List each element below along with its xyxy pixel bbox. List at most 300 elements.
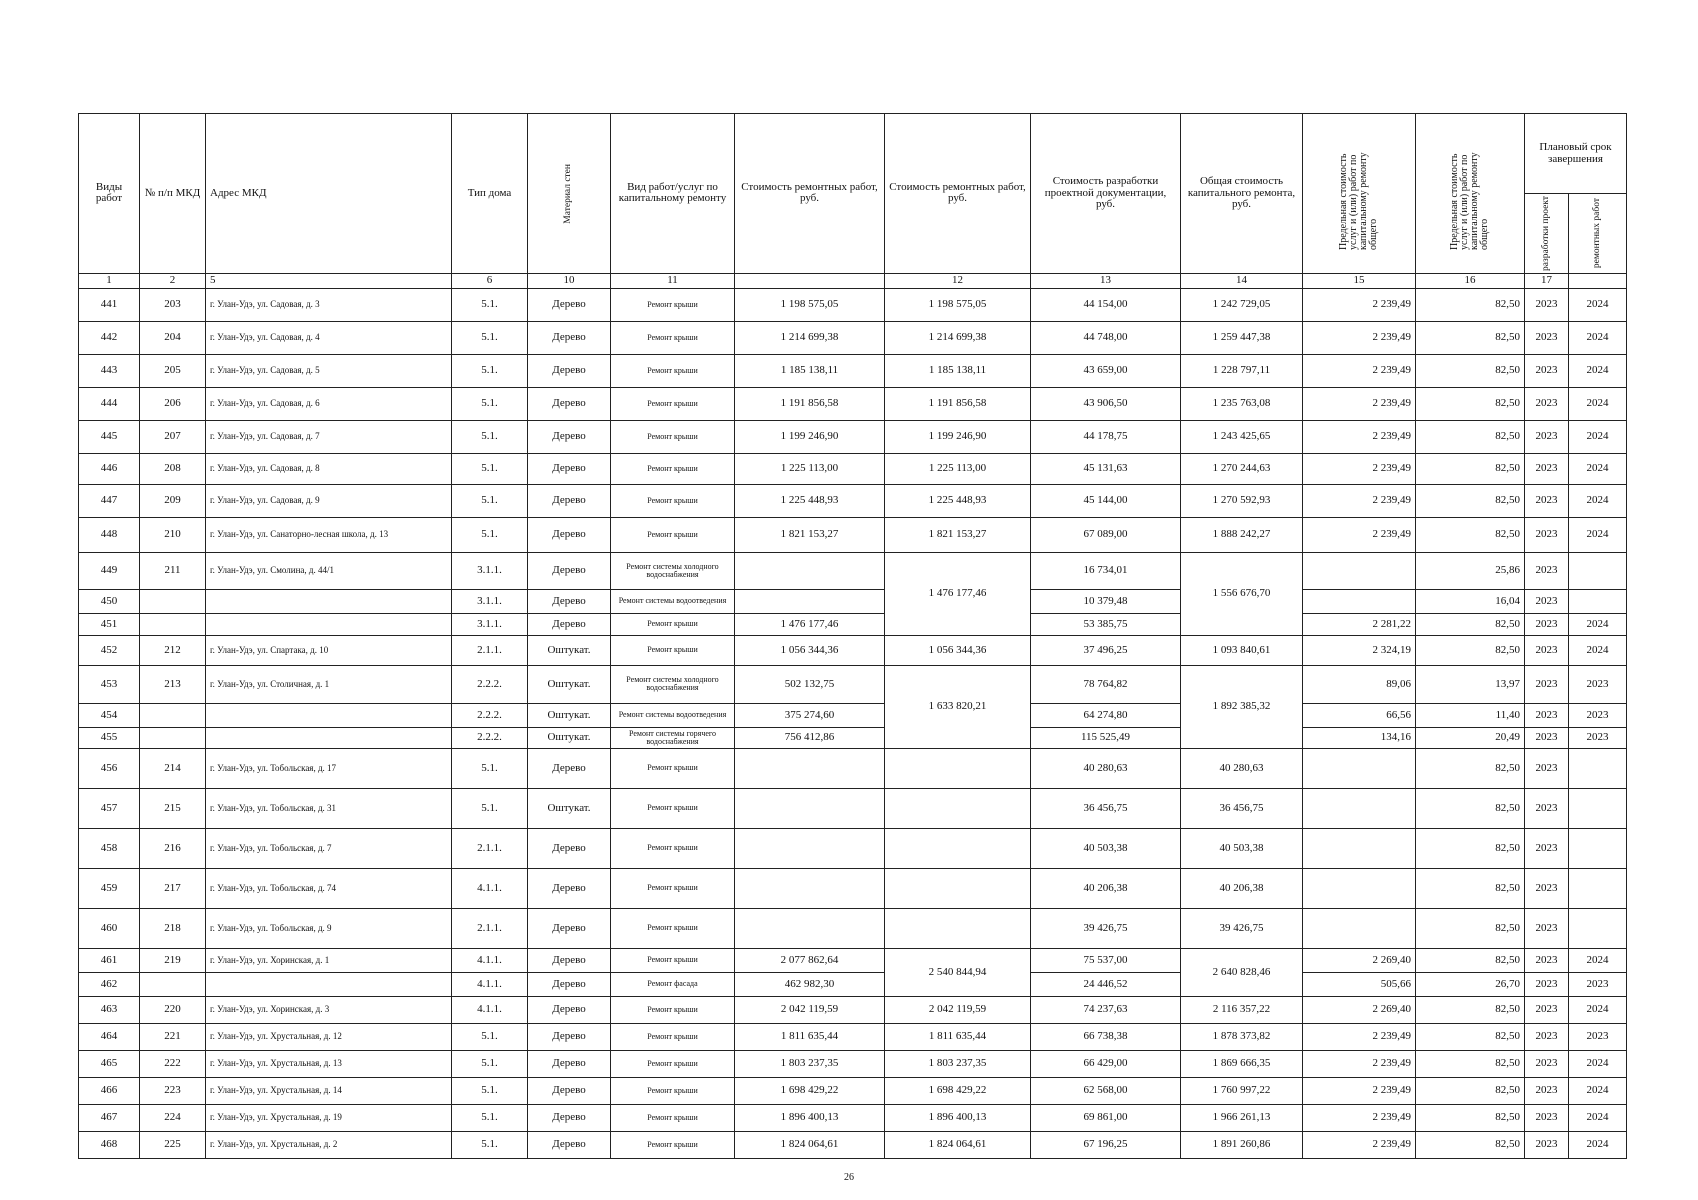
total-cost-cell: 1 891 260,86 bbox=[1181, 1131, 1303, 1158]
limit-cost-cell: 2 269,40 bbox=[1303, 948, 1416, 972]
limit-cost-cell: 2 324,19 bbox=[1303, 635, 1416, 665]
deadline-project-cell: 2023 bbox=[1525, 788, 1569, 828]
capital-repair-table-frame bbox=[78, 113, 1626, 1155]
header-planned-deadline: Плановый срок завершения bbox=[1525, 114, 1627, 194]
repair-cost-cell bbox=[735, 748, 885, 788]
total-cost-cell: 1 093 840,61 bbox=[1181, 635, 1303, 665]
total-cost-cell: 1 242 729,05 bbox=[1181, 288, 1303, 321]
project-cost-cell: 44 154,00 bbox=[1031, 288, 1181, 321]
limit-cost-cell bbox=[1303, 788, 1416, 828]
table-row bbox=[79, 788, 1627, 828]
address-cell: г. Улан-Удэ, ул. Садовая, д. 6 bbox=[206, 387, 452, 420]
table-row bbox=[79, 484, 1627, 517]
header-vid-rabot: Виды работ bbox=[79, 114, 140, 274]
house-type-cell: 5.1. bbox=[452, 1050, 528, 1077]
deadline-project-cell: 2023 bbox=[1525, 453, 1569, 484]
column-number: 13 bbox=[1031, 273, 1181, 288]
deadline-repair-cell: 2024 bbox=[1569, 420, 1627, 453]
wall-material-cell: Оштукат. bbox=[528, 727, 611, 748]
wall-material-cell: Дерево bbox=[528, 321, 611, 354]
deadline-repair-cell: 2024 bbox=[1569, 354, 1627, 387]
mkd-number-cell: 222 bbox=[140, 1050, 206, 1077]
table-row bbox=[79, 1104, 1627, 1131]
work-type-cell: Ремонт крыши bbox=[611, 948, 735, 972]
project-cost-cell: 37 496,25 bbox=[1031, 635, 1181, 665]
limit-cost-cell: 2 239,49 bbox=[1303, 484, 1416, 517]
mkd-number-cell: 208 bbox=[140, 453, 206, 484]
vid-rabot-cell: 459 bbox=[79, 868, 140, 908]
repair-cost-total-cell: 1 198 575,05 bbox=[885, 288, 1031, 321]
deadline-project-cell: 2023 bbox=[1525, 1131, 1569, 1158]
mkd-number-cell: 213 bbox=[140, 665, 206, 703]
work-type-cell: Ремонт крыши bbox=[611, 1131, 735, 1158]
address-cell: г. Улан-Удэ, ул. Хрустальная, д. 14 bbox=[206, 1077, 452, 1104]
vid-rabot-cell: 442 bbox=[79, 321, 140, 354]
total-cost-cell: 40 206,38 bbox=[1181, 868, 1303, 908]
house-type-cell: 5.1. bbox=[452, 748, 528, 788]
deadline-project-cell: 2023 bbox=[1525, 354, 1569, 387]
repair-cost-cell: 1 198 575,05 bbox=[735, 288, 885, 321]
house-type-cell: 5.1. bbox=[452, 288, 528, 321]
deadline-repair-cell: 2024 bbox=[1569, 1104, 1627, 1131]
limit-cost-cell: 25,86 bbox=[1416, 552, 1525, 589]
table-row bbox=[79, 635, 1627, 665]
limit-cost-cell: 2 269,40 bbox=[1303, 996, 1416, 1023]
total-cost-cell: 1 760 997,22 bbox=[1181, 1077, 1303, 1104]
deadline-repair-cell: 2024 bbox=[1569, 1077, 1627, 1104]
repair-cost-total-cell bbox=[885, 868, 1031, 908]
header-mkd-number: № п/п МКД bbox=[140, 114, 206, 274]
deadline-repair-cell: 2024 bbox=[1569, 288, 1627, 321]
limit-cost-cell: 82,50 bbox=[1416, 613, 1525, 635]
project-cost-cell: 62 568,00 bbox=[1031, 1077, 1181, 1104]
repair-cost-cell: 2 077 862,64 bbox=[735, 948, 885, 972]
wall-material-cell: Дерево bbox=[528, 484, 611, 517]
work-type-cell: Ремонт крыши bbox=[611, 484, 735, 517]
work-type-cell: Ремонт крыши bbox=[611, 1077, 735, 1104]
repair-cost-total-cell: 1 199 246,90 bbox=[885, 420, 1031, 453]
work-type-cell: Ремонт системы водоотведения bbox=[611, 703, 735, 727]
limit-cost-cell: 82,50 bbox=[1416, 517, 1525, 552]
repair-cost-cell: 2 042 119,59 bbox=[735, 996, 885, 1023]
address-cell bbox=[206, 727, 452, 748]
work-type-cell: Ремонт крыши bbox=[611, 1023, 735, 1050]
project-cost-cell: 66 429,00 bbox=[1031, 1050, 1181, 1077]
deadline-repair-cell: 2024 bbox=[1569, 517, 1627, 552]
mkd-number-cell: 210 bbox=[140, 517, 206, 552]
work-type-cell: Ремонт крыши bbox=[611, 996, 735, 1023]
column-number: 10 bbox=[528, 273, 611, 288]
address-cell: г. Улан-Удэ, ул. Хрустальная, д. 13 bbox=[206, 1050, 452, 1077]
work-type-cell: Ремонт фасада bbox=[611, 972, 735, 996]
vid-rabot-cell: 453 bbox=[79, 665, 140, 703]
total-cost-cell: 1 869 666,35 bbox=[1181, 1050, 1303, 1077]
deadline-project-cell: 2023 bbox=[1525, 288, 1569, 321]
vid-rabot-cell: 454 bbox=[79, 703, 140, 727]
limit-cost-cell: 2 239,49 bbox=[1303, 1050, 1416, 1077]
deadline-project-cell: 2023 bbox=[1525, 589, 1569, 613]
project-cost-cell: 39 426,75 bbox=[1031, 908, 1181, 948]
column-number: 12 bbox=[885, 273, 1031, 288]
limit-cost-cell bbox=[1303, 908, 1416, 948]
project-cost-cell: 67 089,00 bbox=[1031, 517, 1181, 552]
project-cost-cell: 66 738,38 bbox=[1031, 1023, 1181, 1050]
limit-cost-cell: 89,06 bbox=[1303, 665, 1416, 703]
deadline-repair-cell bbox=[1569, 748, 1627, 788]
mkd-number-cell: 207 bbox=[140, 420, 206, 453]
repair-cost-total-cell: 1 214 699,38 bbox=[885, 321, 1031, 354]
table-row bbox=[79, 387, 1627, 420]
deadline-repair-cell bbox=[1569, 828, 1627, 868]
work-type-cell: Ремонт системы холодного водоснабжения bbox=[611, 665, 735, 703]
work-type-cell: Ремонт крыши bbox=[611, 387, 735, 420]
limit-cost-cell: 2 239,49 bbox=[1303, 1077, 1416, 1104]
repair-cost-total-cell: 2 540 844,94 bbox=[885, 948, 1031, 996]
mkd-number-cell: 221 bbox=[140, 1023, 206, 1050]
table-row bbox=[79, 1077, 1627, 1104]
deadline-project-cell: 2023 bbox=[1525, 665, 1569, 703]
total-cost-cell: 1 878 373,82 bbox=[1181, 1023, 1303, 1050]
deadline-project-cell: 2023 bbox=[1525, 828, 1569, 868]
repair-cost-cell bbox=[735, 589, 885, 613]
address-cell bbox=[206, 589, 452, 613]
repair-cost-cell: 1 214 699,38 bbox=[735, 321, 885, 354]
wall-material-cell: Дерево bbox=[528, 908, 611, 948]
wall-material-cell: Дерево bbox=[528, 420, 611, 453]
wall-material-cell: Дерево bbox=[528, 868, 611, 908]
work-type-cell: Ремонт системы водоотведения bbox=[611, 589, 735, 613]
total-cost-cell: 40 280,63 bbox=[1181, 748, 1303, 788]
deadline-project-cell: 2023 bbox=[1525, 1050, 1569, 1077]
mkd-number-cell bbox=[140, 703, 206, 727]
deadline-project-cell: 2023 bbox=[1525, 948, 1569, 972]
limit-cost-cell: 505,66 bbox=[1303, 972, 1416, 996]
house-type-cell: 2.1.1. bbox=[452, 908, 528, 948]
wall-material-cell: Дерево bbox=[528, 996, 611, 1023]
address-cell: г. Улан-Удэ, ул. Спартака, д. 10 bbox=[206, 635, 452, 665]
limit-cost-cell: 2 239,49 bbox=[1303, 1104, 1416, 1131]
project-cost-cell: 64 274,80 bbox=[1031, 703, 1181, 727]
table-row bbox=[79, 908, 1627, 948]
house-type-cell: 5.1. bbox=[452, 420, 528, 453]
header-house-type: Тип дома bbox=[452, 114, 528, 274]
vid-rabot-cell: 447 bbox=[79, 484, 140, 517]
table-row bbox=[79, 665, 1627, 703]
total-cost-cell: 1 888 242,27 bbox=[1181, 517, 1303, 552]
limit-cost-cell: 82,50 bbox=[1416, 354, 1525, 387]
repair-cost-total-cell: 1 225 113,00 bbox=[885, 453, 1031, 484]
work-type-cell: Ремонт крыши bbox=[611, 828, 735, 868]
deadline-repair-cell: 2024 bbox=[1569, 1131, 1627, 1158]
repair-cost-cell bbox=[735, 552, 885, 589]
work-type-cell: Ремонт крыши bbox=[611, 288, 735, 321]
table-row bbox=[79, 288, 1627, 321]
work-type-cell: Ремонт крыши bbox=[611, 453, 735, 484]
house-type-cell: 5.1. bbox=[452, 517, 528, 552]
house-type-cell: 5.1. bbox=[452, 387, 528, 420]
repair-cost-total-cell: 1 824 064,61 bbox=[885, 1131, 1031, 1158]
repair-cost-cell: 1 225 113,00 bbox=[735, 453, 885, 484]
deadline-repair-cell: 2024 bbox=[1569, 996, 1627, 1023]
repair-cost-cell bbox=[735, 788, 885, 828]
column-number: 11 bbox=[611, 273, 735, 288]
project-cost-cell: 74 237,63 bbox=[1031, 996, 1181, 1023]
total-cost-cell: 1 228 797,11 bbox=[1181, 354, 1303, 387]
house-type-cell: 5.1. bbox=[452, 1131, 528, 1158]
repair-cost-cell: 502 132,75 bbox=[735, 665, 885, 703]
deadline-project-cell: 2023 bbox=[1525, 727, 1569, 748]
deadline-project-cell: 2023 bbox=[1525, 1023, 1569, 1050]
table-row bbox=[79, 321, 1627, 354]
address-cell: г. Улан-Удэ, ул. Санаторно-лесная школа, д. 13 bbox=[206, 517, 452, 552]
limit-cost-cell: 82,50 bbox=[1416, 996, 1525, 1023]
mkd-number-cell bbox=[140, 589, 206, 613]
work-type-cell: Ремонт крыши bbox=[611, 908, 735, 948]
vid-rabot-cell: 460 bbox=[79, 908, 140, 948]
deadline-repair-cell bbox=[1569, 552, 1627, 589]
mkd-number-cell: 218 bbox=[140, 908, 206, 948]
limit-cost-cell: 2 239,49 bbox=[1303, 354, 1416, 387]
project-cost-cell: 45 131,63 bbox=[1031, 453, 1181, 484]
header-row bbox=[79, 114, 1627, 194]
project-cost-cell: 69 861,00 bbox=[1031, 1104, 1181, 1131]
table-row bbox=[79, 868, 1627, 908]
header-deadline-project: разработки проект bbox=[1540, 196, 1551, 271]
address-cell: г. Улан-Удэ, ул. Хрустальная, д. 12 bbox=[206, 1023, 452, 1050]
column-number: 16 bbox=[1416, 273, 1525, 288]
table-row bbox=[79, 1050, 1627, 1077]
wall-material-cell: Дерево bbox=[528, 1023, 611, 1050]
address-cell: г. Улан-Удэ, ул. Хоринская, д. 1 bbox=[206, 948, 452, 972]
work-type-cell: Ремонт системы холодного водоснабжения bbox=[611, 552, 735, 589]
repair-cost-cell: 756 412,86 bbox=[735, 727, 885, 748]
work-type-cell: Ремонт крыши bbox=[611, 517, 735, 552]
table-row bbox=[79, 972, 1627, 996]
limit-cost-cell: 2 239,49 bbox=[1303, 1131, 1416, 1158]
repair-cost-cell: 1 824 064,61 bbox=[735, 1131, 885, 1158]
vid-rabot-cell: 445 bbox=[79, 420, 140, 453]
limit-cost-cell: 13,97 bbox=[1416, 665, 1525, 703]
header-limit-cost-1: Предельная стоимость услуг и (или) работ по капитальному ремонту общего bbox=[1338, 152, 1379, 251]
deadline-project-cell: 2023 bbox=[1525, 635, 1569, 665]
total-cost-cell: 36 456,75 bbox=[1181, 788, 1303, 828]
limit-cost-cell: 82,50 bbox=[1416, 948, 1525, 972]
limit-cost-cell: 2 239,49 bbox=[1303, 453, 1416, 484]
table-row bbox=[79, 552, 1627, 589]
work-type-cell: Ремонт крыши bbox=[611, 868, 735, 908]
wall-material-cell: Дерево bbox=[528, 828, 611, 868]
header-repair-cost-2: Стоимость ремонтных работ, руб. bbox=[885, 114, 1031, 274]
repair-cost-total-cell: 1 896 400,13 bbox=[885, 1104, 1031, 1131]
header-limit-cost-1-cell bbox=[1303, 114, 1416, 274]
column-number: 14 bbox=[1181, 273, 1303, 288]
project-cost-cell: 44 178,75 bbox=[1031, 420, 1181, 453]
wall-material-cell: Оштукат. bbox=[528, 635, 611, 665]
header-repair-cost-1: Стоимость ремонтных работ, руб. bbox=[735, 114, 885, 274]
vid-rabot-cell: 455 bbox=[79, 727, 140, 748]
vid-rabot-cell: 451 bbox=[79, 613, 140, 635]
limit-cost-cell bbox=[1303, 748, 1416, 788]
mkd-number-cell: 225 bbox=[140, 1131, 206, 1158]
work-type-cell: Ремонт крыши bbox=[611, 354, 735, 387]
total-cost-cell: 1 259 447,38 bbox=[1181, 321, 1303, 354]
address-cell: г. Улан-Удэ, ул. Тобольская, д. 9 bbox=[206, 908, 452, 948]
deadline-project-cell: 2023 bbox=[1525, 748, 1569, 788]
wall-material-cell: Дерево bbox=[528, 453, 611, 484]
column-number: 1 bbox=[79, 273, 140, 288]
mkd-number-cell bbox=[140, 972, 206, 996]
project-cost-cell: 40 503,38 bbox=[1031, 828, 1181, 868]
vid-rabot-cell: 465 bbox=[79, 1050, 140, 1077]
limit-cost-cell: 82,50 bbox=[1416, 453, 1525, 484]
deadline-project-cell: 2023 bbox=[1525, 1077, 1569, 1104]
repair-cost-total-cell: 1 225 448,93 bbox=[885, 484, 1031, 517]
column-number: 17 bbox=[1525, 273, 1569, 288]
repair-cost-total-cell: 1 803 237,35 bbox=[885, 1050, 1031, 1077]
deadline-project-cell: 2023 bbox=[1525, 321, 1569, 354]
repair-cost-total-cell bbox=[885, 908, 1031, 948]
address-cell: г. Улан-Удэ, ул. Тобольская, д. 17 bbox=[206, 748, 452, 788]
repair-cost-cell: 1 199 246,90 bbox=[735, 420, 885, 453]
house-type-cell: 3.1.1. bbox=[452, 589, 528, 613]
limit-cost-cell: 2 281,22 bbox=[1303, 613, 1416, 635]
mkd-number-cell: 216 bbox=[140, 828, 206, 868]
limit-cost-cell: 82,50 bbox=[1416, 387, 1525, 420]
total-cost-cell: 1 892 385,32 bbox=[1181, 665, 1303, 748]
project-cost-cell: 75 537,00 bbox=[1031, 948, 1181, 972]
column-number: 15 bbox=[1303, 273, 1416, 288]
project-cost-cell: 43 906,50 bbox=[1031, 387, 1181, 420]
wall-material-cell: Дерево bbox=[528, 948, 611, 972]
project-cost-cell: 78 764,82 bbox=[1031, 665, 1181, 703]
total-cost-cell: 1 556 676,70 bbox=[1181, 552, 1303, 635]
deadline-project-cell: 2023 bbox=[1525, 420, 1569, 453]
limit-cost-cell: 82,50 bbox=[1416, 635, 1525, 665]
vid-rabot-cell: 468 bbox=[79, 1131, 140, 1158]
address-cell: г. Улан-Удэ, ул. Садовая, д. 5 bbox=[206, 354, 452, 387]
limit-cost-cell: 82,50 bbox=[1416, 420, 1525, 453]
project-cost-cell: 44 748,00 bbox=[1031, 321, 1181, 354]
house-type-cell: 2.2.2. bbox=[452, 727, 528, 748]
header-deadline-repair-cell bbox=[1569, 194, 1627, 274]
work-type-cell: Ремонт крыши bbox=[611, 635, 735, 665]
deadline-repair-cell: 2024 bbox=[1569, 1050, 1627, 1077]
repair-cost-total-cell: 1 185 138,11 bbox=[885, 354, 1031, 387]
total-cost-cell: 39 426,75 bbox=[1181, 908, 1303, 948]
deadline-repair-cell bbox=[1569, 589, 1627, 613]
limit-cost-cell: 2 239,49 bbox=[1303, 321, 1416, 354]
wall-material-cell: Дерево bbox=[528, 354, 611, 387]
deadline-project-cell: 2023 bbox=[1525, 972, 1569, 996]
deadline-repair-cell: 2023 bbox=[1569, 703, 1627, 727]
table-row bbox=[79, 589, 1627, 613]
column-number bbox=[1569, 273, 1627, 288]
table-row bbox=[79, 703, 1627, 727]
wall-material-cell: Дерево bbox=[528, 288, 611, 321]
project-cost-cell: 40 280,63 bbox=[1031, 748, 1181, 788]
deadline-project-cell: 2023 bbox=[1525, 868, 1569, 908]
repair-cost-total-cell: 1 698 429,22 bbox=[885, 1077, 1031, 1104]
limit-cost-cell: 82,50 bbox=[1416, 788, 1525, 828]
column-number: 6 bbox=[452, 273, 528, 288]
mkd-number-cell bbox=[140, 613, 206, 635]
total-cost-cell: 1 966 261,13 bbox=[1181, 1104, 1303, 1131]
repair-cost-cell bbox=[735, 868, 885, 908]
house-type-cell: 4.1.1. bbox=[452, 996, 528, 1023]
wall-material-cell: Оштукат. bbox=[528, 788, 611, 828]
deadline-repair-cell: 2024 bbox=[1569, 635, 1627, 665]
header-project-cost: Стоимость разработки проектной документации, руб. bbox=[1031, 114, 1181, 274]
repair-cost-total-cell bbox=[885, 748, 1031, 788]
repair-cost-cell: 1 698 429,22 bbox=[735, 1077, 885, 1104]
deadline-repair-cell: 2024 bbox=[1569, 453, 1627, 484]
column-number-row bbox=[79, 273, 1627, 288]
project-cost-cell: 16 734,01 bbox=[1031, 552, 1181, 589]
repair-cost-total-cell: 2 042 119,59 bbox=[885, 996, 1031, 1023]
table-row bbox=[79, 420, 1627, 453]
repair-cost-cell: 1 191 856,58 bbox=[735, 387, 885, 420]
repair-cost-cell: 1 225 448,93 bbox=[735, 484, 885, 517]
limit-cost-cell bbox=[1303, 552, 1416, 589]
table-row bbox=[79, 453, 1627, 484]
house-type-cell: 5.1. bbox=[452, 484, 528, 517]
project-cost-cell: 24 446,52 bbox=[1031, 972, 1181, 996]
address-cell: г. Улан-Удэ, ул. Садовая, д. 3 bbox=[206, 288, 452, 321]
deadline-project-cell: 2023 bbox=[1525, 552, 1569, 589]
address-cell: г. Улан-Удэ, ул. Смолина, д. 44/1 bbox=[206, 552, 452, 589]
total-cost-cell: 1 270 592,93 bbox=[1181, 484, 1303, 517]
work-type-cell: Ремонт крыши bbox=[611, 420, 735, 453]
repair-cost-cell bbox=[735, 828, 885, 868]
limit-cost-cell bbox=[1303, 828, 1416, 868]
house-type-cell: 2.2.2. bbox=[452, 665, 528, 703]
address-cell: г. Улан-Удэ, ул. Тобольская, д. 7 bbox=[206, 828, 452, 868]
house-type-cell: 5.1. bbox=[452, 1023, 528, 1050]
mkd-number-cell: 204 bbox=[140, 321, 206, 354]
mkd-number-cell: 212 bbox=[140, 635, 206, 665]
limit-cost-cell: 2 239,49 bbox=[1303, 387, 1416, 420]
total-cost-cell: 2 640 828,46 bbox=[1181, 948, 1303, 996]
deadline-project-cell: 2023 bbox=[1525, 908, 1569, 948]
mkd-number-cell: 219 bbox=[140, 948, 206, 972]
work-type-cell: Ремонт крыши bbox=[611, 1050, 735, 1077]
repair-cost-total-cell: 1 821 153,27 bbox=[885, 517, 1031, 552]
limit-cost-cell bbox=[1303, 868, 1416, 908]
project-cost-cell: 43 659,00 bbox=[1031, 354, 1181, 387]
deadline-repair-cell: 2024 bbox=[1569, 321, 1627, 354]
table-row bbox=[79, 748, 1627, 788]
deadline-repair-cell bbox=[1569, 868, 1627, 908]
repair-cost-total-cell bbox=[885, 828, 1031, 868]
limit-cost-cell: 82,50 bbox=[1416, 868, 1525, 908]
limit-cost-cell: 2 239,49 bbox=[1303, 288, 1416, 321]
repair-cost-total-cell: 1 476 177,46 bbox=[885, 552, 1031, 635]
house-type-cell: 4.1.1. bbox=[452, 948, 528, 972]
house-type-cell: 4.1.1. bbox=[452, 972, 528, 996]
work-type-cell: Ремонт крыши bbox=[611, 1104, 735, 1131]
wall-material-cell: Дерево bbox=[528, 1077, 611, 1104]
address-cell: г. Улан-Удэ, ул. Садовая, д. 4 bbox=[206, 321, 452, 354]
wall-material-cell: Дерево bbox=[528, 1104, 611, 1131]
repair-cost-cell: 462 982,30 bbox=[735, 972, 885, 996]
capital-repair-table bbox=[78, 113, 1627, 1159]
limit-cost-cell: 82,50 bbox=[1416, 1104, 1525, 1131]
address-cell: г. Улан-Удэ, ул. Садовая, д. 9 bbox=[206, 484, 452, 517]
project-cost-cell: 53 385,75 bbox=[1031, 613, 1181, 635]
vid-rabot-cell: 466 bbox=[79, 1077, 140, 1104]
house-type-cell: 5.1. bbox=[452, 1104, 528, 1131]
wall-material-cell: Дерево bbox=[528, 613, 611, 635]
